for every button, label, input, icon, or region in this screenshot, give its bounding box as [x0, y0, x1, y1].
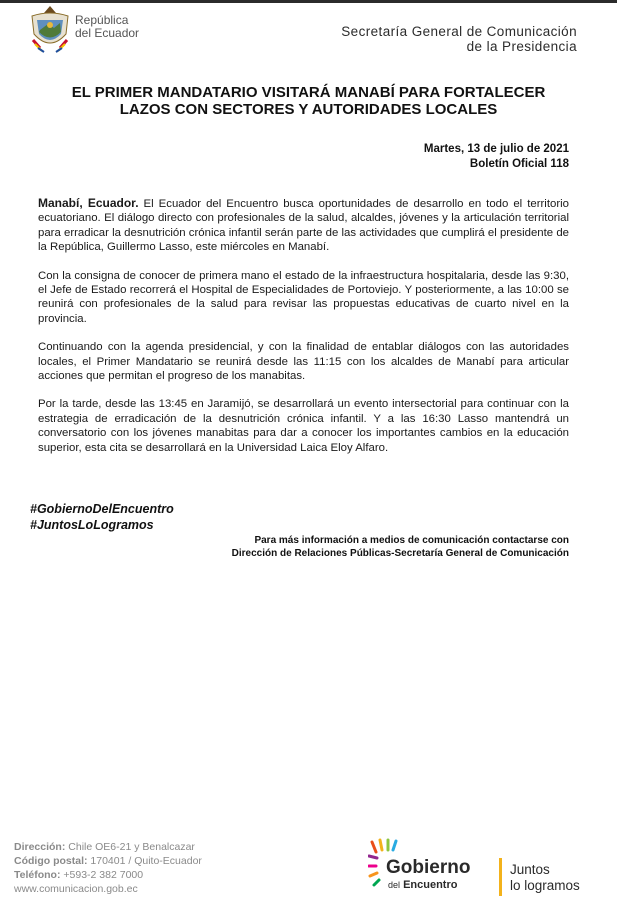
slogan-lo-logramos: lo logramos: [510, 878, 580, 893]
logo-divider: [499, 858, 502, 896]
paragraph-4: Por la tarde, desde las 13:45 en Jaramijó, se desarrollará un evento intersectorial para continuar con la estrategia de erradicación de la desnutrición crónica infantil. Y a las 16:30 Lasso mantendrá un conversatorio con los jóvenes manabitas para dar a conocer los importantes cambios en la educación superior, esta cita se desarrollará en la Universidad Laica Eloy Alfaro.: [38, 398, 569, 454]
secretariat-line-1: Secretaría General de Comunicación: [341, 24, 577, 39]
hashtags: [30, 501, 174, 533]
title-line-2: LAZOS CON SECTORES Y AUTORIDADES LOCALES: [119, 101, 498, 118]
footer-website[interactable]: www.comunicacion.gob.ec: [14, 883, 138, 895]
logo-del-encuentro: del Encuentro: [388, 879, 458, 891]
release-date: Martes, 13 de julio de 2021: [423, 143, 569, 155]
press-release-body: [38, 196, 569, 469]
logo-slogan: [510, 862, 580, 894]
contact-line-2: Dirección de Relaciones Públicas-Secretaría General de Comunicación: [231, 548, 569, 559]
hashtag-gobierno: #GobiernoDelEncuentro: [30, 502, 174, 516]
secretariat-name: [341, 24, 577, 54]
coat-of-arms-icon: [28, 4, 72, 54]
government-name: [75, 14, 139, 40]
paragraph-3: Continuando con la agenda presidencial, y con la finalidad de entablar diálogos con las autoridades locales, el Primer Mandatario se reunirá desde las 11:15 con los alcaldes de Manabí para articular acciones que permitan el progreso de los manabitas.: [38, 341, 569, 383]
secretariat-line-2: de la Presidencia: [466, 39, 577, 54]
dateline: [424, 142, 569, 172]
contact-line-1: Para más información a medios de comunicación contactarse con: [254, 535, 569, 546]
footer-phone: Teléfono: +593-2 382 7000: [14, 869, 144, 881]
press-release-title: [30, 84, 587, 118]
government-line-1: República: [75, 13, 129, 27]
bulletin-number: Boletín Oficial 118: [469, 158, 569, 170]
footer-address: Dirección: Chile OE6-21 y Benalcazar: [14, 841, 195, 853]
lead-location: Manabí, Ecuador.: [38, 196, 139, 210]
media-contact: [232, 534, 569, 560]
gobierno-del-encuentro-logo: [368, 838, 598, 898]
paragraph-1: [38, 196, 569, 255]
slogan-juntos: Juntos: [510, 862, 550, 877]
hashtag-juntos: #JuntosLoLogramos: [30, 518, 154, 532]
footer-postal-code: Código postal: 170401 / Quito-Ecuador: [14, 855, 202, 867]
document-header: [0, 0, 617, 60]
footer-contact-info: [14, 840, 202, 896]
paragraph-1-text: El Ecuador del Encuentro busca oportunidades de desarrollo en todo el territorio ecuatoriano. El diálogo directo con profesionales de la salud, alcaldes, jóvenes y la articulación territorial para erradicar la desnutrición crónica infantil serán parte de las actividades que cumplirá el presidente de la República, Guillermo Lasso, este miércoles en Manabí.: [38, 198, 569, 254]
logo-gobierno: Gobierno: [386, 857, 471, 878]
paragraph-2: Con la consigna de conocer de primera mano el estado de la infraestructura hospitalaria, desde las 9:30, el Jefe de Estado recorrerá el Hospital de Especialidades de Portoviejo. Y posteriormente, a las 10:00 se reunirá con profesionales de la salud para revisar las propuestas educativas de cuarto nivel en la provincia.: [38, 269, 569, 325]
government-line-2: del Ecuador: [75, 26, 140, 40]
title-line-1: EL PRIMER MANDATARIO VISITARÁ MANABÍ PARA FORTALECER: [71, 84, 546, 101]
